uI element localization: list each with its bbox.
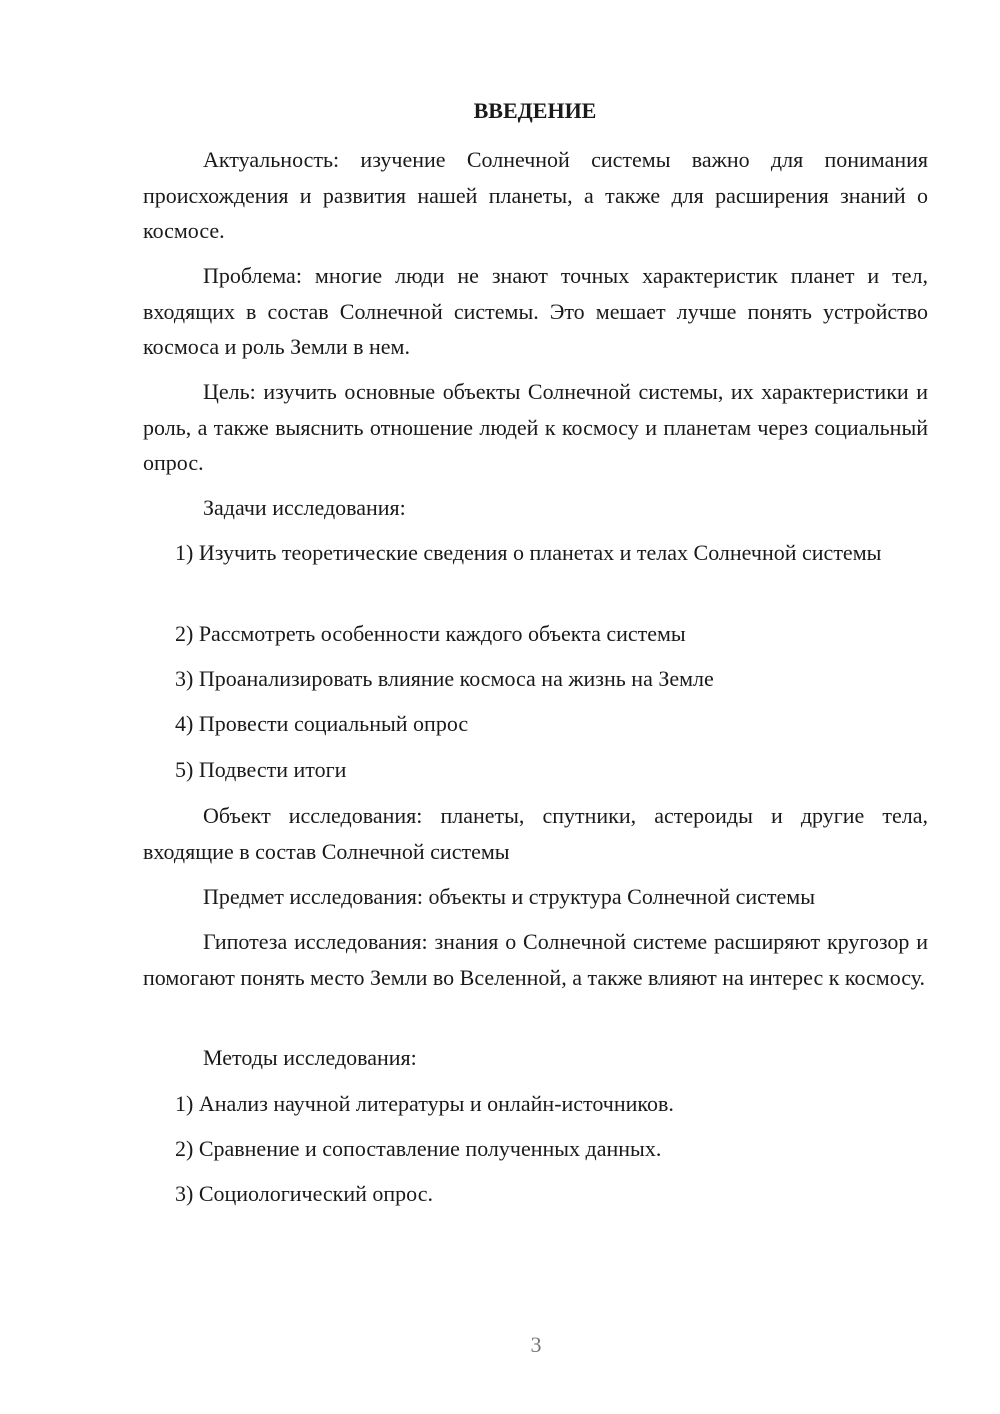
method-item: 3) Социологический опрос. [175, 1181, 433, 1206]
method-item: 1) Анализ научной литературы и онлайн-источников. [175, 1091, 674, 1116]
paragraph-object: Объект исследования: планеты, спутники, астероиды и другие тела, входящие в состав Солнечной системы [143, 803, 928, 864]
tasks-heading: Задачи исследования: [203, 495, 406, 520]
paragraph-problem: Проблема: многие люди не знают точных характеристик планет и тел, входящих в состав Солнечной системы. Это мешает лучше понять устройство космоса и роль Земли в нем. [143, 263, 928, 359]
task-item: 5) Подвести итоги [175, 757, 347, 782]
task-item: 3) Проанализировать влияние космоса на жизнь на Земле [175, 666, 714, 691]
page-number: 3 [530, 1332, 542, 1357]
task-item: 1) Изучить теоретические сведения о планетах и телах Солнечной системы [175, 540, 882, 565]
page-title: ВВЕДЕНИЕ [473, 98, 597, 123]
paragraph-relevance: Актуальность: изучение Солнечной системы важно для понимания происхождения и развития нашей планеты, а также для расширения знаний о космосе. [143, 147, 928, 243]
task-item: 2) Рассмотреть особенности каждого объекта системы [175, 621, 686, 646]
paragraph-hypothesis: Гипотеза исследования: знания о Солнечной системе расширяют кругозор и помогают понять место Земли во Вселенной, а также влияют на интерес к космосу. [143, 929, 928, 990]
paragraph-goal: Цель: изучить основные объекты Солнечной системы, их характеристики и роль, а также выяснить отношение людей к космосу и планетам через социальный опрос. [143, 379, 928, 475]
paragraph-subject: Предмет исследования: объекты и структура Солнечной системы [203, 884, 815, 909]
methods-heading: Методы исследования: [203, 1045, 417, 1070]
method-item: 2) Сравнение и сопоставление полученных данных. [175, 1136, 662, 1161]
task-item: 4) Провести социальный опрос [175, 711, 469, 736]
